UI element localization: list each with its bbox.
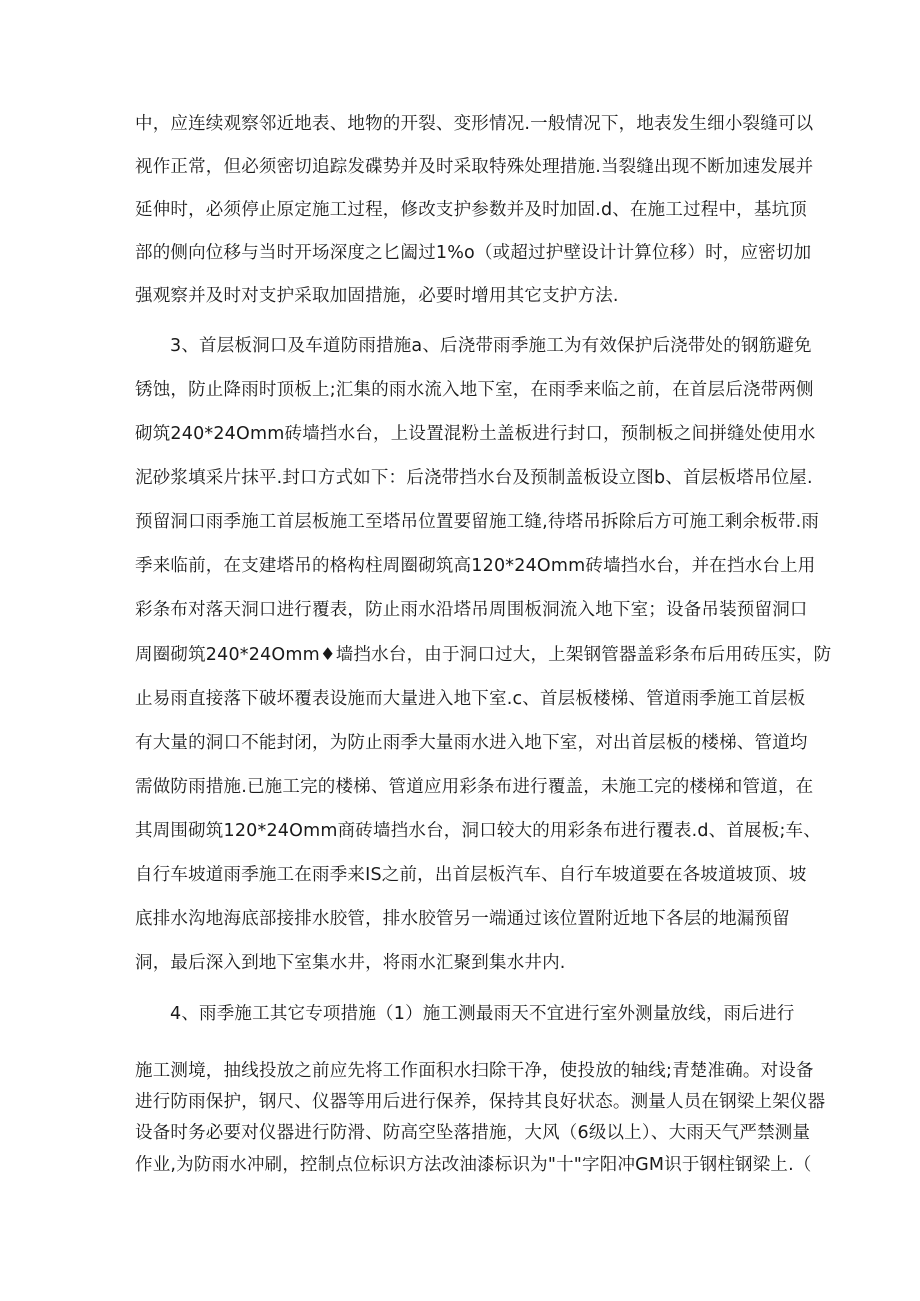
text-line: 延伸时，必须停止原定施工过程，修改支护参数并及时加固.d、在施工过程中，基坑顶 xyxy=(135,200,807,220)
text-line: 3、首层板洞口及车道防雨措施a、后浇带雨季施工为有效保护后浇带处的钢筋避免 xyxy=(170,336,812,356)
text-line: 部的侧向位移与当时开场深度之匕阖过1%o（或超过护壁设计计算位移）时，应密切加 xyxy=(135,243,812,263)
text-line: 视作正常，但必须密切追踪发碟势并及时采取特殊处理措施.当裂缝出现不断加速发展并 xyxy=(135,157,814,177)
text-line: 其周围砌筑120*24Omm商砖墙挡水台，洞口较大的用彩条布进行覆表.d、首展板;车、 xyxy=(135,821,821,841)
text-line: 需做防雨措施.已施工完的楼梯、管道应用彩条布进行覆盖，未施工完的楼梯和管道，在 xyxy=(135,777,814,797)
text-line: 锈蚀，防止降雨时顶板上;汇集的雨水流入地下室，在雨季来临之前，在首层后浇带两侧 xyxy=(135,380,814,400)
text-line: 作业,为防雨水冲刷，控制点位标识方法改油漆标识为"十"字阳冲GM识于钢柱钢梁上.（ xyxy=(135,1155,812,1175)
text-line: 彩条布对落天洞口进行覆表，防止雨水沿塔吊周围板洞流入地下室；设备吊装预留洞口 xyxy=(135,600,808,620)
text-line: 施工测境，抽线投放之前应先将工作面积水扫除干净，使投放的轴线;青楚准确。对设备 xyxy=(135,1061,814,1081)
text-line: 砌筑240*24Omm砖墙挡水台，上设置混粉土盖板进行封口，预制板之间拼缝处使用水 xyxy=(135,424,816,444)
text-line: 季来临前，在支建塔吊的格构柱周圈砌筑高120*24Omm砖墙挡水台，并在挡水台上用 xyxy=(135,556,816,576)
text-line: 预留洞口雨季施工首层板施工至塔吊位置要留施工缝,待塔吊拆除后方可施工剩余板带.雨 xyxy=(135,512,820,532)
text-line: 泥砂浆填采片抹平.封口方式如下：后浇带挡水台及预制盖板设立图b、首层板塔吊位屋. xyxy=(135,468,813,488)
text-line: 洞，最后深入到地下室集水井，将雨水汇聚到集水井内. xyxy=(135,953,566,973)
text-line: 底排水沟地海底部接排水胶管，排水胶管另一端通过该位置附近地下各层的地漏预留 xyxy=(135,909,790,929)
text-line: 止易雨直接落下破坏覆表设施而大量进入地下室.c、首层板楼梯、管道雨季施工首层板 xyxy=(135,689,806,709)
text-line: 设备时务必要对仪器进行防滑、防高空坠落措施，大风（6级以上）、大雨天气严禁测量 xyxy=(135,1123,811,1143)
text-line: 进行防雨保护，钢尺、仪器等用后进行保养，保持其良好状态。测量人员在钢梁上架仪器 xyxy=(135,1092,826,1112)
text-line: 强观察并及时对支护采取加固措施，必要时增用其它支护方法. xyxy=(135,286,619,306)
text-line: 4、雨季施工其它专项措施（1）施工测最雨天不宜进行室外测量放线，雨后进行 xyxy=(170,1004,795,1024)
text-line: 有大量的洞口不能封闭，为防止雨季大量雨水进入地下室，对出首层板的楼梯、管道均 xyxy=(135,733,808,753)
text-line: 中，应连续观察邻近地表、地物的开裂、变形情况.一般情况下，地表发生细小裂缝可以 xyxy=(135,114,814,134)
text-line: 周圈砌筑240*24Omm♦墙挡水台，由于洞口过大，上架钢管器盖彩条布后用砖压实，防 xyxy=(135,645,832,665)
text-line: 自行车坡道雨季施工在雨季来IS之前，出首层板汽车、自行车坡道要在各坡道坡顶、坡 xyxy=(135,865,807,885)
